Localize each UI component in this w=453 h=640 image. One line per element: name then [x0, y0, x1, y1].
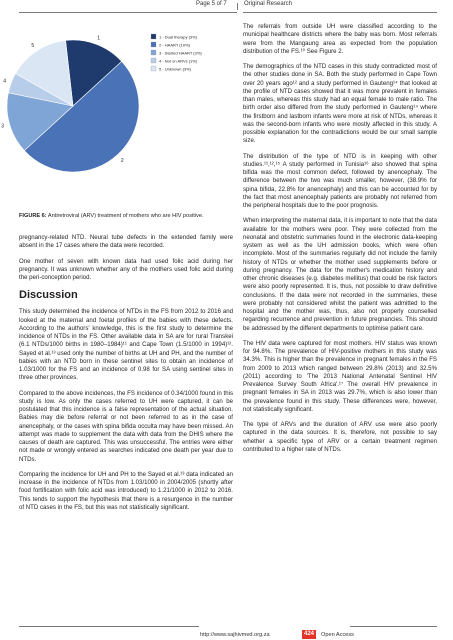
pie-slice-label: 3	[1, 123, 5, 130]
paragraph: The distribution of the type of NTD is in keeping with other studies.¹¹,¹²,¹⁵ A study performed in Tunisia¹⁶ also showed that spina bifida was the most common defect, followed by anencephaly. The difference between the two was much smaller, however, (38.9% for spina bifida, 22.8% for anencephaly) and this can be accounted for by the fact that most anencephaly patients are probably not referred from the peripheral hospitals due to the poor prognosis.	[243, 152, 437, 209]
footer-rule-left	[19, 626, 199, 627]
header-rule-right	[243, 12, 437, 13]
figure-caption	[19, 213, 233, 220]
figure-6	[1, 22, 233, 212]
paragraph: When interpreting the maternal data, it is important to note that the data available for the mothers were poor. They were collected from the neonatal and obstetric summaries found in the electronic data-keeping system as well as the UH admission books, which were often incomplete. Most of the summaries regularly did not include the family history of NTDs or whether the mother used supplements before or during pregnancy. The data for the mother's medication history and other chronic diseases (e.g. diabetes mellitus) that could be risk factors were also poorly represented. It is, thus, not possible to draw definitive conclusions. If the data were not recorded in the summaries, these were probably not considered whilst the patient was admitted to the hospital and the mother was, thus, also not properly counselled regarding recurrence and prevention in future pregnancies. This should be addressed by the different departments to optimise patient care.	[243, 217, 437, 332]
paragraph: This study determined the incidence of NTDs in the FS from 2012 to 2016 and looked at the maternal and foetal profiles of the babies with these defects. According to the authors' knowledge, this is the first study to determine the incidence of NTDs in the FS. Other available data in SA are for rural Transkei (6.1 NTDs/1000 births in 1980–1984)¹¹ and Cape Town (1.5/1000 in 1994)¹². Sayed et al.¹³ used only the number of births at UH and PH, and the number of babies with an NTD born in these sentinel sites to obtain an incidence of 1.03/1000 for the FS and an incidence of 0.98 for SA using sentinel sites in three other provinces.	[19, 308, 233, 382]
paragraph: Compared to the above incidences, the FS incidence of 0.34/1000 found in this study is low. As only the cases referred to UH were captured, it can be postulated that this incidence is a false representation of the actual situation. Babies may die before referral or not been referred to as in the case of anencephaly, or the cases with spina bifida occulta may have been missed. An attempt was made to supplement the data with data from the DHIS where the causes of death are captured. This was unsuccessful. The entries were either not made or wrongly entered as searches indicated one death per year due to NTDs.	[19, 389, 233, 463]
legend-swatch	[151, 42, 156, 47]
legend-swatch	[151, 66, 156, 71]
journal-url-link[interactable]: http://www.sajhivmed.org.za	[200, 632, 270, 638]
legend-entry: 5 - Unknown (3%)	[159, 66, 192, 72]
footer-rule-right	[350, 626, 437, 627]
left-column	[19, 234, 233, 519]
legend-entry: 1 - Dual therapy (3%)	[159, 34, 198, 40]
header-separator	[237, 3, 238, 10]
caption-text: Antiretroviral (ARV) treatment of mothers who are HIV positive.	[47, 213, 204, 219]
legend-entry: 2 - HAART (10%)	[159, 42, 190, 48]
legend-swatch	[151, 50, 156, 55]
pie-chart	[1, 22, 233, 212]
section-label: Original Research	[244, 1, 293, 7]
paragraph: One mother of seven with known data had used folic acid during her pregnancy. It was unknown whether any of the mothers used folic acid during the peri-conception period.	[19, 257, 233, 281]
caption-label: FIGURE 6:	[19, 213, 47, 219]
page-label: Page 5 of 7	[196, 1, 227, 7]
paragraph: The referrals from outside UH were classified according to the municipal healthcare districts where the baby was born. Most referrals were from the Mangaung area as expected from the population distribution of the FS.¹⁰ See Figure 2.	[243, 23, 437, 55]
open-access-label: Open Access	[321, 632, 354, 638]
paragraph: Comparing the incidence for UH and PH to the Sayed et al.¹³ data indicated an increase in the incidence of NTDs from 1.03/1000 in 2004/2005 (shortly after food fortification with folic acid was introduced) to 1.21/1000 in 2012 to 2016. This tends to support the hypothesis that there is a resurgence in the number of NTD cases in the FS, but this was not statistically significant.	[19, 470, 233, 511]
paragraph: pregnancy-related NTD. Neural tube defects in the extended family were absent in the 17 cases where the data were recorded.	[19, 234, 233, 250]
legend-swatch	[151, 34, 156, 39]
section-heading: Discussion	[19, 289, 78, 302]
paragraph: The type of ARVs and the duration of ARV use were also poorly captured in the data sources. It is, therefore, not possible to say whether a specific type of ARV or a certain treatment regimen contributed to a higher rate of NTDs.	[243, 421, 437, 453]
pie-slice-label: 1	[97, 35, 100, 42]
pie-slice-label: 5	[31, 43, 35, 50]
legend-entry: 3 - Started HAART (3%)	[159, 50, 202, 56]
paragraph: The demographics of the NTD cases in this study contradicted most of the other studies done in SA. Both the study performed in Cape Town over 20 years ago¹² and a study performed in Gauteng¹⁴ that looked at the profile of NTD cases showed that it was more prevalent in females than males, whereas this study had an equal female to male ratio. The birth order also differed from the study performed in Gauteng¹⁴ where the firstborn and lastborn infants were more at risk of NTDs, whereas it was the second-born infants who were mostly affected in this study. A possible explanation for the contradictions would be our small sample size.	[243, 63, 437, 145]
header-rule-left	[19, 12, 237, 13]
paragraph: The HIV data were captured for most mothers. HIV status was known for 94.8%. The prevalence of HIV-positive mothers in this study was 34.3%. This is higher than the prevalence in pregnant females in the FS from 2009 to 2013 which ranged between 29.8% (2013) and 32.5% (2011) according to 'The 2013 National Antenatal Sentinel HIV Prevalence Survey South Africa'.¹⁷ The overall HIV prevalence in pregnant females in SA in 2013 was 29.7%, which is also lower than the prevalence found in this study. These differences were, however, not statistically significant.	[243, 339, 437, 413]
pie-slice-label: 2	[120, 157, 124, 164]
right-column	[243, 23, 437, 461]
legend-swatch	[151, 58, 156, 63]
legend-entry: 4 - Not on ARVs (1%)	[159, 58, 198, 64]
page-number-badge: 424	[303, 631, 314, 637]
pie-slice-label: 4	[3, 78, 7, 85]
